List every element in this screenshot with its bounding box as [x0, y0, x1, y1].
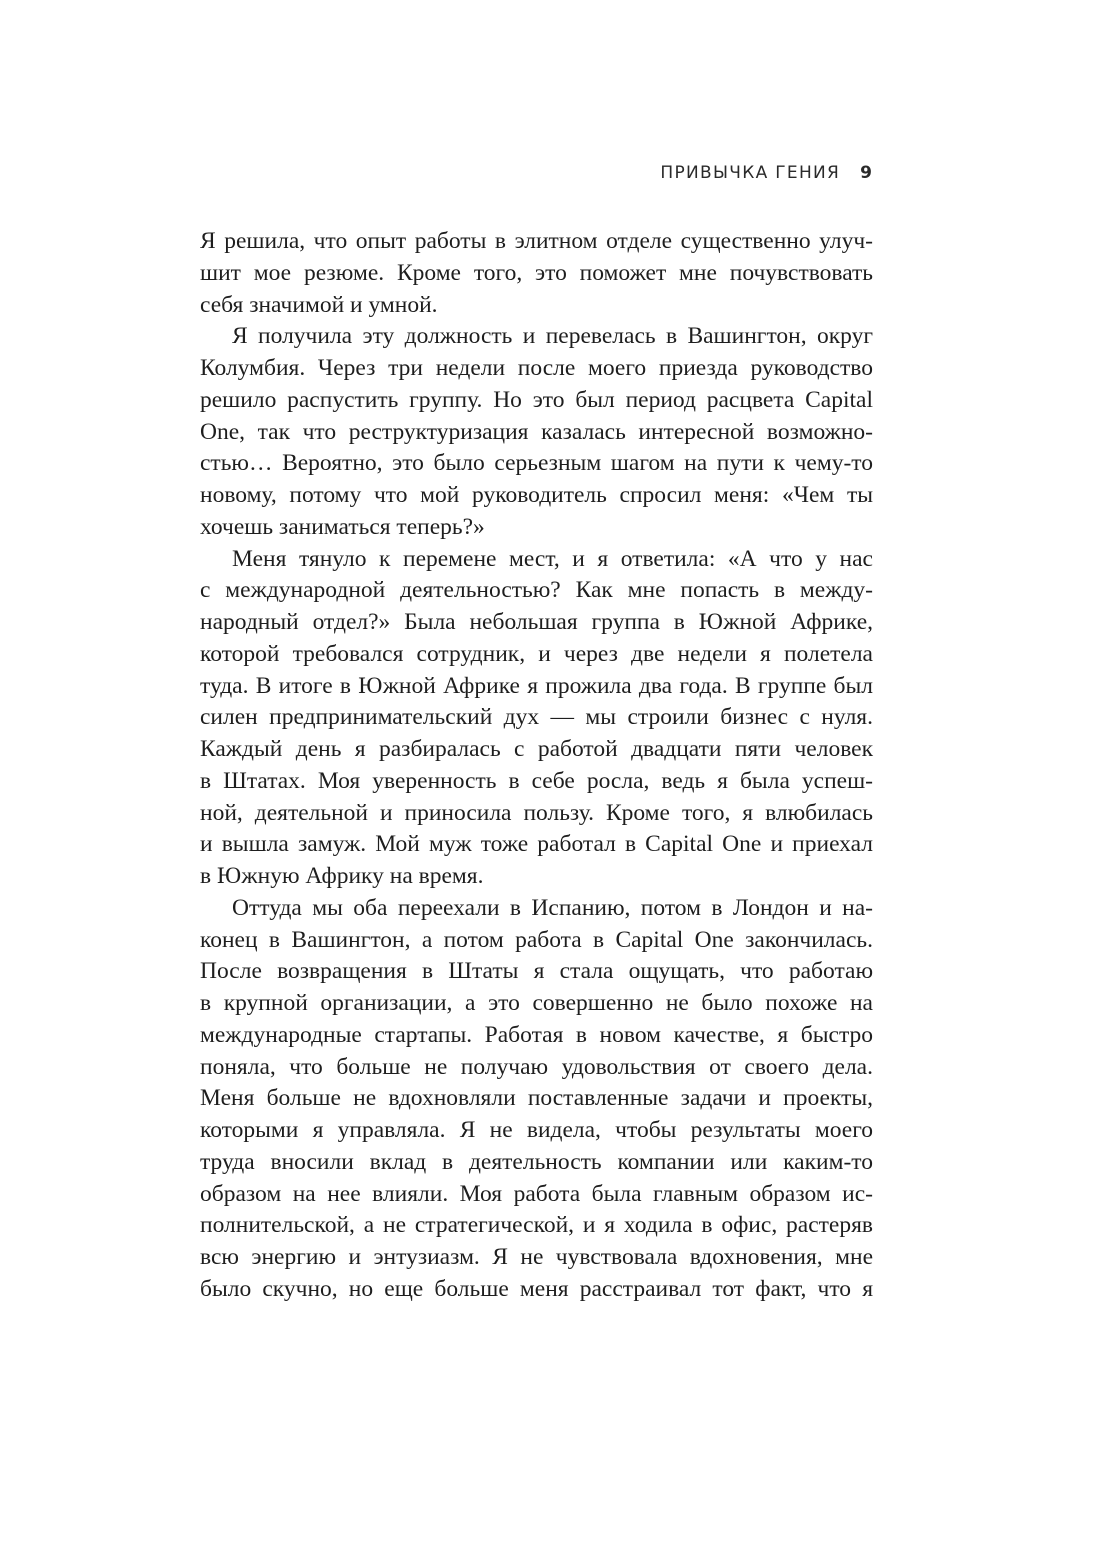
text-line: образом на нее влияли. Моя работа была главным образом ис- [200, 1180, 873, 1207]
text-line: One, так что реструктуризация казалась интересной возможно- [200, 418, 873, 445]
text-line: международные стартапы. Работая в новом качестве, я быстро [200, 1021, 873, 1048]
text-line: с международной деятельностью? Как мне попасть в между- [200, 577, 873, 604]
text-line: в Южную Африку на время. [200, 863, 484, 889]
text-line: Оттуда мы оба переехали в Испанию, потом в Лондон и на- [232, 894, 873, 921]
text-line: ной, деятельной и приносила пользу. Кроме того, я влюбилась [200, 799, 873, 826]
text-line: было скучно, но еще больше меня расстраивал тот факт, что я [200, 1275, 873, 1302]
text-line: Меня тянуло к перемене мест, и я ответила: «А что у нас [232, 545, 873, 572]
text-line: в Штатах. Моя уверенность в себе росла, ведь я была успеш- [200, 767, 873, 794]
text-line: Меня больше не вдохновляли поставленные задачи и проекты, [200, 1085, 873, 1112]
running-header [660, 163, 872, 183]
text-line: Каждый день я разбиралась с работой двадцати пяти человек [200, 736, 873, 762]
text-line: труда вносили вклад в деятельность компании или каким-то [200, 1148, 873, 1175]
text-line: Я решила, что опыт работы в элитном отделе существенно улуч- [200, 228, 873, 254]
text-line: которыми я управляла. Я не видела, чтобы результаты моего [200, 1117, 873, 1143]
text-line: решило распустить группу. Но это был период расцвета Capital [200, 386, 873, 413]
text-line: туда. В итоге в Южной Африке я прожила два года. В группе был [200, 672, 873, 699]
text-line: всю энергию и энтузиазм. Я не чувствовала вдохновения, мне [200, 1244, 873, 1270]
text-line: Я получила эту должность и перевелась в Вашингтон, округ [232, 323, 873, 350]
text-line: хочешь заниматься теперь?» [200, 513, 485, 540]
text-line: и вышла замуж. Мой муж тоже работал в Capital One и приехал [200, 831, 873, 858]
running-title: ПРИВЫЧКА ГЕНИЯ [660, 163, 841, 183]
text-line: конец в Вашингтон, а потом работа в Capital One закончилась. [200, 926, 873, 953]
text-line: себя значимой и умной. [200, 291, 438, 318]
text-line: силен предпринимательский дух — мы строили бизнес с нуля. [200, 704, 873, 731]
text-line: Колумбия. Через три недели после моего приезда руководство [200, 355, 873, 381]
text-line: новому, потому что мой руководитель спросил меня: «Чем ты [200, 482, 873, 508]
text-line: шит мое резюме. Кроме того, это поможет мне почувствовать [200, 259, 873, 286]
text-line: стью… Вероятно, это было серьезным шагом на пути к чему-то [200, 450, 873, 477]
text-line: в крупной организации, а это совершенно не было похоже на [200, 990, 873, 1016]
text-line: полнительской, а не стратегической, и я ходила в офис, растеряв [200, 1212, 873, 1239]
text-line: народный отдел?» Была небольшая группа в Южной Африке, [200, 609, 873, 635]
text-line: которой требовался сотрудник, и через две недели я полетела [200, 640, 873, 667]
page-number: 9 [860, 163, 872, 183]
text-line: После возвращения в Штаты я стала ощущать, что работаю [200, 958, 873, 985]
body-text [200, 226, 873, 1306]
text-line: поняла, что больше не получаю удовольствия от своего дела. [200, 1053, 873, 1080]
